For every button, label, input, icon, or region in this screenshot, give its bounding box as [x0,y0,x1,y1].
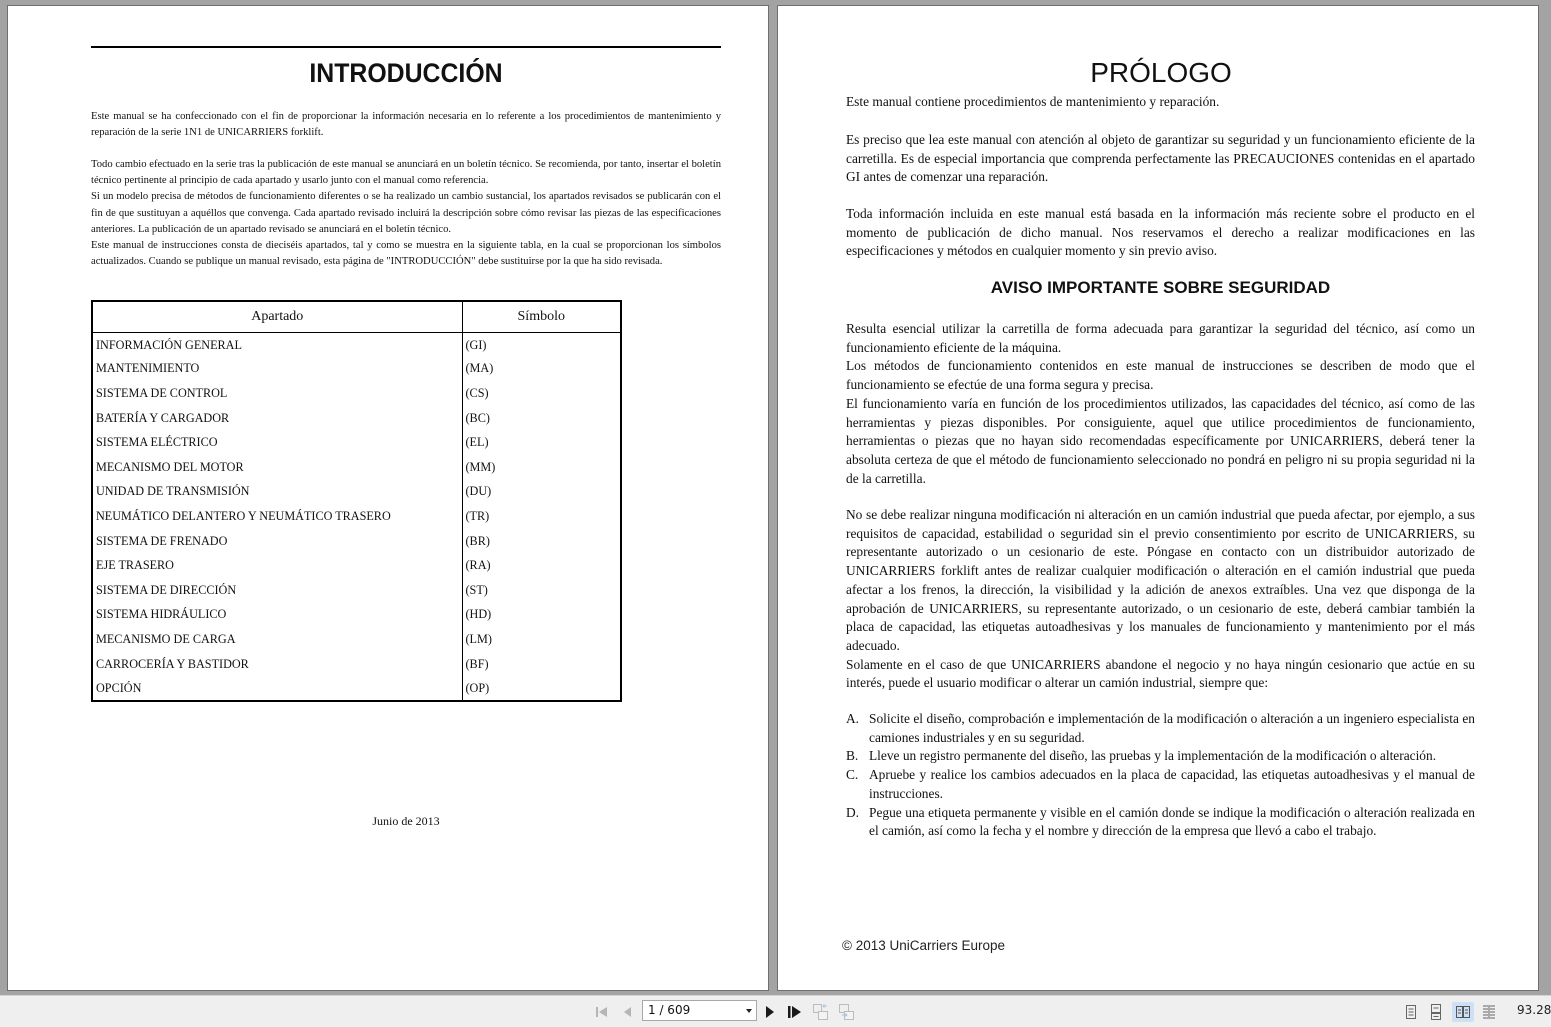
previous-page-button[interactable] [619,1002,635,1022]
page-left [7,5,769,991]
list-item-letter: D. [846,804,860,820]
next-view-icon [838,1003,856,1021]
section-symbol-cell: (LM) [465,631,492,646]
column-header-apartado: Apartado [92,301,462,332]
section-name-cell: UNIDAD DE TRANSMISIÓN [92,480,462,505]
first-page-icon [595,1006,609,1018]
section-name-cell: MECANISMO DE CARGA [92,627,462,652]
table-row [92,381,621,406]
section-name-cell: EJE TRASERO [92,553,462,578]
section-name-cell: INFORMACIÓN GENERAL [92,332,462,357]
table-row [92,455,621,480]
first-page-button[interactable] [593,1002,611,1022]
section-symbol-cell: (HD) [465,607,492,622]
section-name-cell: BATERÍA Y CARGADOR [92,406,462,431]
header-rule [91,46,721,48]
section-symbol-cell: (GI) [465,338,487,353]
section-heading: AVISO IMPORTANTE SOBRE SEGURIDAD [990,278,1331,297]
table-row [92,603,621,628]
continuous-facing-view-icon [1481,1004,1497,1020]
section-symbol-cell: (MM) [465,459,496,474]
sections-table [91,300,622,702]
intro-paragraph: Si un modelo precisa de métodos de funcionamiento diferentes o se ha realizado un cambio sustancial, los apartados revisados se publicarán con el fin de que sustituyan a aquéllos que convenga. Cada apartado revisado incluirá la descripción sobre cómo revisar las piezas de las especificaciones anteriores. La publicación de un apartado revisado se anunciará en el boletín técnico. [91,191,721,235]
section-symbol-cell: (TR) [465,508,490,523]
next-page-button[interactable] [762,1002,778,1022]
list-item-text: Lleve un registro permanente del diseño, las pruebas y la implementación de la modificación o alteración. [869,748,1437,764]
prologue-paragraph: Toda información incluida en este manual está basada en la información más reciente sobre el producto en el momento de publicación de dicho manual. Nos reservamos el derecho a realizar modificaciones en las especificaciones y métodos en cualquier momento y sin previo aviso. [846,206,1475,259]
continuous-view-button[interactable] [1426,1002,1446,1022]
chevron-down-icon[interactable] [746,1009,752,1013]
prologue-paragraph: Es preciso que lea este manual con atención al objeto de garantizar su seguridad y un funcionamiento eficiente de la carretilla. Es de especial importancia que comprenda perfectamente las PRECAUCIONES contenidas en el apartado GI antes de comenzar una reparación. [846,132,1475,185]
section-symbol-cell: (BC) [465,410,490,425]
section-symbol-cell: (CS) [465,385,489,400]
table-row [92,529,621,554]
section-name-cell: MANTENIMIENTO [92,357,462,382]
table-row [92,676,621,701]
conditions-list [846,710,1475,841]
section-name-cell: CARROCERÍA Y BASTIDOR [92,652,462,677]
modification-paragraph-group [846,506,1475,693]
list-item-text: Solicite el diseño, comprobación e implementación de la modificación o alteración a un ingeniero especialista en camiones industriales y en su seguridad. [869,711,1475,745]
section-name-cell: NEUMÁTICO DELANTERO Y NEUMÁTICO TRASERO [92,504,462,529]
section-name-cell: OPCIÓN [92,676,462,701]
table-row [92,332,621,357]
section-symbol-cell: (BR) [465,533,490,548]
table-row [92,406,621,431]
copyright-notice: © 2013 UniCarriers Europe [842,938,1006,953]
safety-paragraph: Resulta esencial utilizar la carretilla de forma adecuada para garantizar la seguridad del técnico, así como un funcionamiento eficiente de la máquina. [846,321,1475,355]
last-page-button[interactable] [785,1002,805,1022]
table-row [92,480,621,505]
page-title: INTRODUCCIÓN [309,58,503,88]
safety-paragraph: El funcionamiento varía en función de los procedimientos utilizados, las capacidades del técnico, así como de las herramientas y piezas disponibles. Por consiguiente, aquel que utilice procedimientos de funcionamiento, herramientas o piezas que no hayan sido recomendadas específicamente por UNICARRIERS, deberá tener la absoluta certeza de que el método de funcionamiento seleccionado no pondrá en peligro ni su propia seguridad ni la de la carretilla. [846,395,1475,486]
intro-paragraph-group [91,157,721,270]
list-item [846,710,1475,747]
section-name-cell: SISTEMA HIDRÁULICO [92,603,462,628]
section-name-cell: MECANISMO DEL MOTOR [92,455,462,480]
section-symbol-cell: (EL) [465,435,489,450]
facing-view-button[interactable] [1452,1002,1474,1022]
safety-paragraph: Los métodos de funcionamiento contenidos en este manual de instrucciones se describen de modo que el funcionamiento se efectúe de una forma segura y precisa. [846,358,1475,393]
previous-view-icon [812,1003,830,1021]
section-symbol-cell: (DU) [465,484,492,499]
page-indicator: 1 / 609 [648,1003,691,1017]
zoom-level[interactable]: 93.28 [1517,1003,1551,1017]
facing-view-icon [1455,1004,1471,1020]
page-right [777,5,1539,991]
column-header-simbolo: Símbolo [462,301,621,332]
single-page-view-button[interactable] [1401,1002,1421,1022]
prev-page-icon [622,1006,632,1018]
section-name-cell: SISTEMA DE DIRECCIÓN [92,578,462,603]
intro-paragraph: Todo cambio efectuado en la serie tras la publicación de este manual se anunciará en un boletín técnico. Se recomienda, por tanto, insertar el boletín técnico pertinente al principio de cada apartado y usarlo junto con el manual como referencia. [91,159,721,187]
modification-paragraph: No se debe realizar ninguna modificación ni alteración en un camión industrial que pueda afectar, por ejemplo, a sus requisitos de capacidad, estabilidad o seguridad sin el previo consentimiento por escrito de UNICARRIERS, su representante autorizado o un cesionario de este. Póngase en contacto con un distribuidor autorizado de UNICARRIERS forklift antes de realizar cualquier modificación o alteración en el camión industrial que pueda afectar a los frenos, la dirección, la visibilidad y la adición de anexos extraíbles. Una vez que disponga de la aprobación de UNICARRIERS, su representante autorizado, o un cesionario de este, deberá cambiar también la placa de capacidad, las etiquetas autoadhesivas y los manuales de funcionamiento y mantenimiento por el más adecuado. [846,507,1475,653]
section-symbol-cell: (BF) [465,656,489,671]
table-row [92,627,621,652]
list-item-text: Apruebe y realice los cambios adecuados en la placa de capacidad, las etiquetas autoadhesivas y el manual de instrucciones. [869,767,1475,801]
section-symbol-cell: (ST) [465,582,488,597]
list-item-letter: A. [846,711,860,726]
table-row [92,553,621,578]
list-item-letter: B. [846,748,859,764]
section-symbol-cell: (MA) [465,361,494,376]
table-row [92,652,621,677]
safety-paragraph-group [846,320,1475,488]
list-item-text: Pegue una etiqueta permanente y visible en el camión donde se indique la modificación o alteración realizada en el camión, así como la fecha y el nombre y dirección de la empresa que llevó a cabo el trabajo. [869,804,1475,839]
next-view-button[interactable] [837,1002,857,1022]
list-item [846,804,1475,841]
continuous-view-icon [1429,1004,1443,1020]
section-name-cell: SISTEMA DE FRENADO [92,529,462,554]
list-item [846,766,1475,803]
table-row [92,430,621,455]
page-title: PRÓLOGO [1090,57,1232,88]
table-row [92,578,621,603]
publication-date: Junio de 2013 [372,814,440,828]
table-header-row [92,301,621,332]
continuous-facing-view-button[interactable] [1478,1002,1500,1022]
next-page-icon [765,1005,775,1019]
section-name-cell: SISTEMA ELÉCTRICO [92,430,462,455]
single-page-view-icon [1404,1004,1418,1020]
viewer-toolbar [0,995,1551,1027]
list-item-letter: C. [846,767,859,783]
page-number-input[interactable] [642,1000,757,1021]
table-row [92,504,621,529]
list-item [846,747,1475,766]
prologue-paragraph: Este manual contiene procedimientos de mantenimiento y reparación. [846,94,1220,109]
section-name-cell: SISTEMA DE CONTROL [92,381,462,406]
intro-paragraph: Este manual se ha confeccionado con el fin de proporcionar la información necesaria en lo referente a los procedimientos de mantenimiento y reparación de la serie 1N1 de UNICARRIERS forklift. [91,111,721,139]
previous-view-button[interactable] [811,1002,831,1022]
last-page-icon [787,1005,803,1019]
table-row [92,357,621,382]
modification-paragraph: Solamente en el caso de que UNICARRIERS abandone el negocio y no haya ningún cesionario que actúe en su interés, puede el usuario modificar o alterar un camión industrial, siempre que: [846,656,1475,691]
section-symbol-cell: (RA) [465,558,491,573]
intro-paragraph: Este manual de instrucciones consta de dieciséis apartados, tal y como se muestra en la siguiente tabla, en la cual se proporcionan los símbolos actualizados. Cuando se publique un manual revisado, esta página de "INTRODUCCIÓN" debe sustituirse por la que ha sido revisada. [91,240,721,268]
section-symbol-cell: (OP) [465,680,490,695]
